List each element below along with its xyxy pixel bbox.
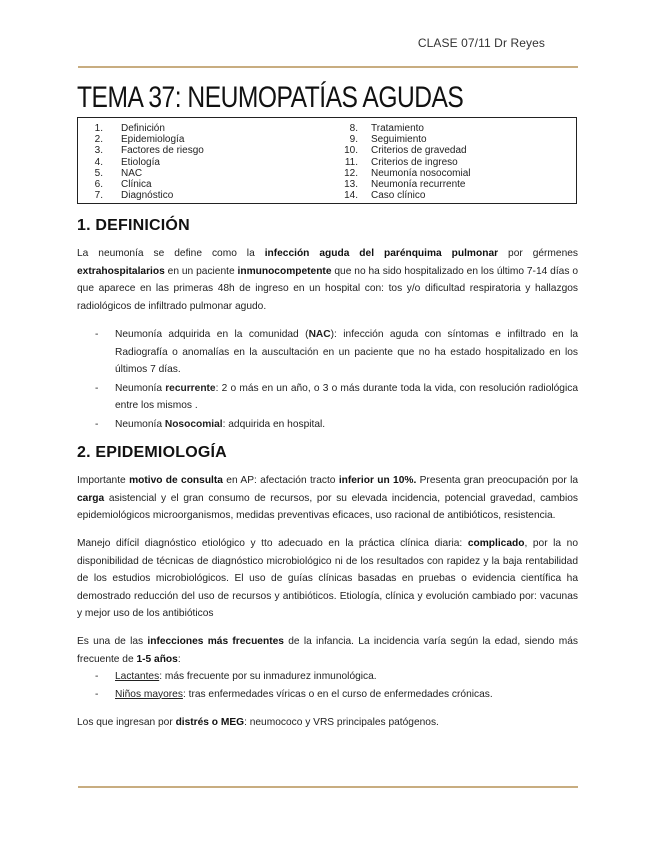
toc-item: 3. Factores de riesgo bbox=[94, 145, 204, 157]
toc-item: 11. Criterios de ingreso bbox=[344, 156, 458, 168]
toc-item: 8. Tratamiento bbox=[349, 123, 424, 134]
table-of-contents bbox=[77, 117, 577, 204]
toc-item: 13. Neumonía recurrente bbox=[344, 178, 466, 190]
toc-item: 1. Definición bbox=[94, 123, 165, 134]
age-bullet-list bbox=[77, 668, 578, 703]
toc-item: 7. Diagnóstico bbox=[94, 190, 174, 202]
toc-item: 4. Etiología bbox=[94, 156, 160, 168]
toc-item: 5. NAC bbox=[94, 167, 143, 179]
epidemiology-paragraph-3: Es una de las infecciones más frecuentes de la infancia. La incidencia varía según la edad, siendo más frecuente de 1-5 años: bbox=[77, 636, 579, 665]
toc-item: 10. Criterios de gravedad bbox=[344, 145, 467, 157]
toc-item: 9. Seguimiento bbox=[349, 134, 427, 146]
page-title: TEMA 37: NEUMOPATÍAS AGUDAS bbox=[77, 81, 464, 114]
toc-item: 6. Clínica bbox=[94, 178, 152, 190]
list-item: - Neumonía Nosocomial: adquirida en hospital. bbox=[95, 418, 326, 430]
epidemiology-paragraph-1: Importante motivo de consulta en AP: afectación tracto inferior un 10%. Presenta gran preocupación por la carga asistencial y el gran consumo de recursos, por su elevada incidencia, potencial gravedad, cambios epidemiológicos microorganismos, medidas preventivas eficaces, uso racional de antibióticos, resistencia. bbox=[77, 475, 579, 522]
epidemiology-paragraph-2: Manejo difícil diagnóstico etiológico y tto adecuado en la práctica clínica diaria: complicado, por la no disponibilidad de técnicas de diagnóstico microbiológico ni de los resultados con rapidez y la baja rentabilidad de los estudios microbiológicos. El uso de guías clínicas basadas en pruebas o evidencia científica ha demostrado reducción del uso de recursos y antibióticos. Etiología, clínica y evolución cambiado por: vacunas y mejor uso de los antibióticos bbox=[77, 538, 578, 620]
class-header-label: CLASE 07/11 Dr Reyes bbox=[417, 36, 545, 50]
top-divider bbox=[78, 66, 578, 68]
list-item: - Lactantes: más frecuente por su inmadurez inmunológica. bbox=[95, 671, 377, 682]
definition-paragraph: La neumonía se define como la infección aguda del parénquima pulmonar por gérmenes extrahospitalarios en un paciente inmunocompetente que no ha sido hospitalizado en los último 7-14 días o que aparece en las primeras 48h de ingreso en un hospital con: tos y/o dificultad respiratoria y hallazgos radiológicos de infiltrado pulmonar agudo. bbox=[77, 248, 578, 312]
list-item: - Neumonía adquirida en la comunidad (NAC): infección aguda con síntomas e infiltrado en la Radiografía o anomalías en la auscultación en un paciente que no ha estado hospitalizado en los últimos 7 días. bbox=[95, 329, 579, 376]
list-item: - Niños mayores: tras enfermedades víricas o en el curso de enfermedades crónicas. bbox=[95, 688, 493, 700]
toc-column-right bbox=[328, 123, 471, 201]
section-heading-epidemiologia: 2. EPIDEMIOLOGÍA bbox=[77, 444, 227, 461]
epidemiology-paragraph-4: Los que ingresan por distrés o MEG: neumococo y VRS principales patógenos. bbox=[77, 717, 439, 728]
definition-bullet-list bbox=[77, 326, 578, 435]
toc-column-left bbox=[78, 123, 204, 201]
section-heading-definicion: 1. DEFINICIÓN bbox=[77, 217, 190, 234]
toc-item: 12. Neumonía nosocomial bbox=[344, 167, 471, 179]
list-item: - Neumonía recurrente: 2 o más en un año, o 3 o más durante toda la vida, con resolución radiológica entre los mismos . bbox=[95, 382, 578, 412]
bottom-divider bbox=[78, 786, 578, 788]
toc-item: 14. Caso clínico bbox=[344, 190, 426, 202]
toc-item: 2. Epidemiología bbox=[94, 134, 185, 146]
